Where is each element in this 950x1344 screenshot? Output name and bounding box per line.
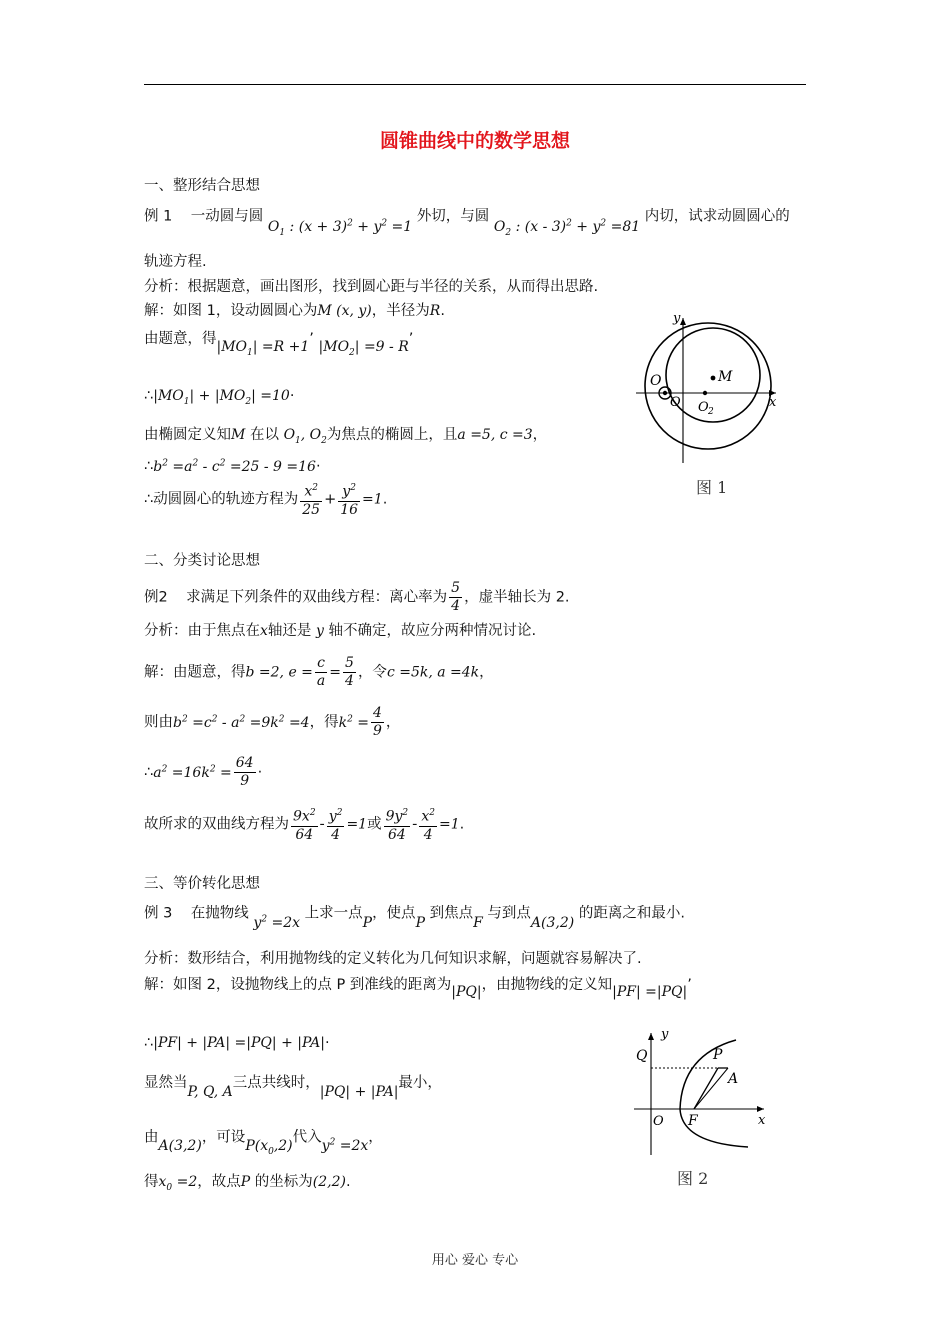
page-title: 圆锥曲线中的数学思想 bbox=[379, 130, 570, 152]
a-squared: $\therefore a^2 =16k^2$ = $\frac{64}{9}$ · bbox=[144, 755, 263, 789]
given-1: 由题意，得$|MO_1| =R +1$’ $|MO_2| =9 - R$’ bbox=[144, 331, 414, 358]
page-footer: 用心 爱心 专心 bbox=[431, 1253, 519, 1268]
fig2-q-label: Q bbox=[636, 1048, 648, 1064]
section-1-heading: 一、整形结合思想 bbox=[144, 178, 260, 194]
fig2-y-label: y bbox=[661, 1027, 669, 1042]
final-2: 故所求的双曲线方程为 $\frac{9x^2}{64}$ - $\frac{y^2}{4}$ =1或 $\frac{9y^2}{64}$ - $\frac{x^2}{4}$ =1. bbox=[144, 805, 464, 844]
from-3: 由A(3,2)，可设$P(x_0,2)$代入$y^2 =2x$， bbox=[144, 1129, 383, 1157]
fig1-o1-label: O bbox=[650, 373, 662, 389]
example-1-line2: 轨迹方程. bbox=[144, 254, 207, 270]
fig1-m-label: M bbox=[718, 369, 733, 385]
get-3: 得$x_0 =2$，故点P 的坐标为(2,2). bbox=[144, 1174, 351, 1193]
pf-pa-eq: ∴|PF| + |PA| =|PQ| + |PA|· bbox=[144, 1035, 330, 1051]
b-squared: $\therefore b^2 =a^2 - c^2 =25 - 9 =16\cdot$ bbox=[144, 458, 321, 475]
figure-2 bbox=[628, 1025, 778, 1160]
analysis-2: 分析：由于焦点在x轴还是 y 轴不确定，故应分两种情况讨论. bbox=[144, 623, 537, 639]
solution-2: 解：由题意，得b =2, e = $\frac{c}{a}$ = $\frac{5}{4}$ ，令c =5k, a =4k， bbox=[144, 655, 494, 689]
fig2-origin-label: O bbox=[653, 1114, 664, 1129]
analysis-3: 分析：数形结合，利用抛物线的定义转化为几何知识求解，问题就容易解决了. bbox=[144, 951, 642, 967]
example-3: 例 3 在抛物线 $y^2 =2x$ 上求一点P，使点P 到焦点F 与到点A(3,2) 的距离之和最小. bbox=[144, 905, 685, 931]
figure-1-caption: 图 1 bbox=[696, 478, 728, 497]
example-1: 例 1 一动圆与圆 $O_1$ : $(x + 3)^2 + y^2 =1$ 外切，与圆 $O_2$ : $(x - 3)^2 + y^2 =81$ 内切，试求动圆圆心的 bbox=[144, 208, 790, 238]
fig2-a-label: A bbox=[728, 1071, 739, 1087]
fig1-x-label: x bbox=[769, 395, 777, 410]
fig1-y-label: y bbox=[673, 311, 681, 326]
fig1-o2-sub: 2 bbox=[708, 407, 714, 417]
when-3: 显然当P, Q, A三点共线时，|PQ| + |PA|最小， bbox=[144, 1075, 442, 1100]
section-3-heading: 三、等价转化思想 bbox=[144, 876, 260, 892]
figure-2-caption: 图 2 bbox=[677, 1169, 709, 1188]
header-rule bbox=[144, 84, 806, 85]
fig1-origin-label: O bbox=[670, 395, 681, 410]
fig2-f-label: F bbox=[688, 1113, 698, 1129]
sum-eq: $\therefore|MO_1| + |MO_2| =10\cdot$ bbox=[144, 388, 295, 407]
solution-3: 解：如图 2，设抛物线上的点 P 到准线的距离为|PQ|，由抛物线的定义知|PF| =|PQ|’ bbox=[144, 977, 692, 1000]
analysis-1: 分析：根据题意，画出图形，找到圆心距与半径的关系，从而得出思路. bbox=[144, 279, 599, 295]
ellipse-def: 由椭圆定义知M 在以 $O_1$, $O_2$为焦点的椭圆上，且a =5, c =3， bbox=[144, 427, 548, 446]
section-2-heading: 二、分类讨论思想 bbox=[144, 553, 260, 569]
figure-1 bbox=[628, 308, 788, 468]
example-2: 例2 求满足下列条件的双曲线方程：离心率为 $\frac{5}{4}$ ，虚半轴长为 2. bbox=[144, 580, 570, 614]
fig2-p-label: P bbox=[713, 1047, 723, 1063]
fig1-o2-label: O bbox=[698, 400, 709, 415]
solution-1: 解：如图 1，设动圆圆心为M (x, y)，半径为R. bbox=[144, 303, 445, 319]
fig2-x-label: x bbox=[758, 1113, 766, 1128]
result-1: ∴动圆圆心的轨迹方程为 $\frac{x^2}{25}$ + $\frac{y^2}{16}$ =1. bbox=[144, 480, 387, 519]
then-2: 则由$b^2 =c^2 - a^2 =9k^2 =4$，得$k^2$ = $\frac{4}{9}$ ， bbox=[144, 705, 401, 739]
